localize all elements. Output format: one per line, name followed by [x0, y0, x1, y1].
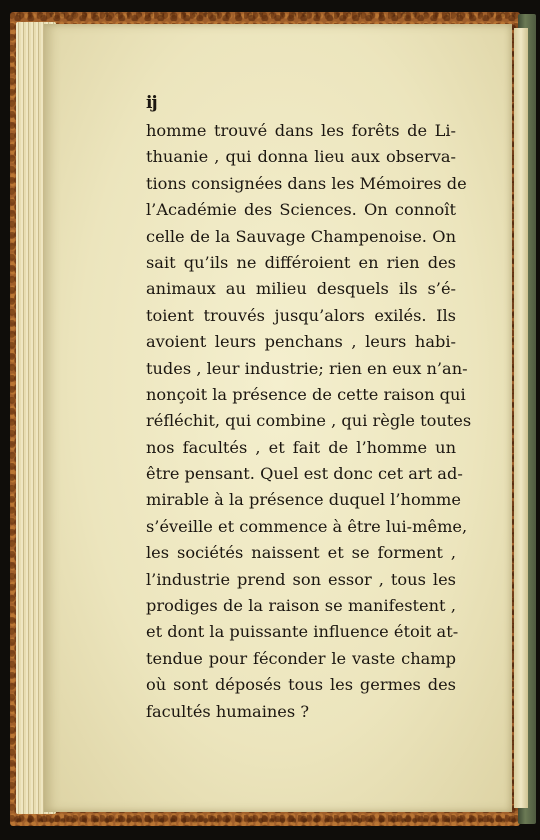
- text-line: s’éveille et commence à être lui-même,: [146, 516, 468, 536]
- text-line: l’Académie des Sciences. On connoît: [146, 200, 456, 220]
- next-page-edge: [514, 28, 528, 808]
- page-text: [146, 88, 472, 725]
- text-line-last: facultés humaines ?: [146, 701, 310, 721]
- text-line: nos facultés , et fait de l’homme un: [146, 437, 456, 457]
- text-line: thuanie , qui donna lieu aux observa-: [146, 147, 456, 167]
- text-line: l’industrie prend son essor , tous les: [146, 569, 456, 589]
- text-line: prodiges de la raison se manifestent ,: [146, 596, 456, 616]
- text-line: mirable à la présence duquel l’homme: [146, 490, 461, 510]
- text-line: réfléchit, qui combine , qui règle toutes: [146, 411, 472, 431]
- text-line: celle de la Sauvage Champenoise. On: [146, 226, 456, 246]
- text-line: être pensant. Quel est donc cet art ad-: [146, 464, 463, 484]
- text-line: les sociétés naissent et se forment ,: [146, 543, 456, 563]
- text-line: où sont déposés tous les germes des: [146, 675, 456, 695]
- text-line: sait qu’ils ne différoient en rien des: [146, 252, 456, 272]
- text-line: tendue pour féconder le vaste champ: [146, 648, 456, 668]
- text-line: avoient leurs penchans , leurs habi-: [146, 332, 456, 352]
- text-line: et dont la puissante influence étoit at-: [146, 622, 459, 642]
- text-line: nonçoit la présence de cette raison qui: [146, 384, 466, 404]
- page-number: ij: [146, 93, 157, 113]
- text-line: homme trouvé dans les forêts de Li-: [146, 121, 456, 140]
- text-line: tions consignées dans les Mémoires de: [146, 173, 467, 193]
- text-line: animaux au milieu desquels ils s’é-: [146, 279, 456, 299]
- text-line: tudes , leur industrie; rien en eux n’an-: [146, 358, 468, 378]
- text-line: toient trouvés jusqu’alors exilés. Ils: [146, 305, 456, 325]
